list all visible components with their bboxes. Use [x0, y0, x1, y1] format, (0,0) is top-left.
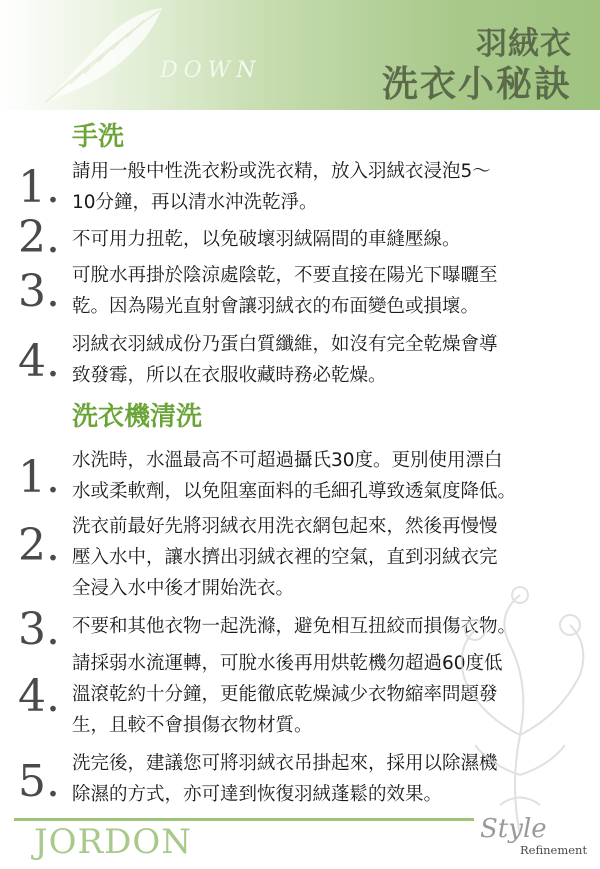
item-line: 溫滾乾約十分鐘，更能徹底乾燥減少衣物縮率問題發: [72, 684, 498, 705]
list-item: [72, 260, 582, 322]
item-line: 全浸入水中後才開始洗衣。: [72, 578, 295, 599]
item-number: 1.: [18, 162, 60, 213]
style-wordmark: Style: [480, 814, 547, 844]
item-line: 可脫水再掛於陰涼處陰乾，不要直接在陽光下曝曬至: [72, 265, 498, 286]
list-item: [72, 445, 582, 507]
item-number: 2.: [18, 212, 60, 263]
footer-divider: [14, 818, 474, 821]
item-line: 除濕的方式，亦可達到恢復羽絨蓬鬆的效果。: [72, 784, 443, 805]
item-line: 洗完後，建議您可將羽絨衣吊掛起來，採用以除濕機: [72, 753, 498, 774]
refinement-wordmark: Refinement: [520, 843, 588, 857]
item-line: 不要和其他衣物一起洗滌，避免相互扭絞而損傷衣物。: [72, 616, 517, 637]
item-line: 10分鐘，再以清水沖洗乾淨。: [72, 192, 318, 213]
item-number: 3.: [18, 604, 60, 655]
item-line: 羽絨衣羽絨成份乃蛋白質纖維，如沒有完全乾燥會導: [72, 334, 498, 355]
item-line: 壓入水中，讓水擠出羽絨衣裡的空氣，直到羽絨衣完: [72, 547, 498, 568]
page-title-line2: 洗衣小秘訣: [381, 63, 572, 105]
list-item: [72, 224, 582, 255]
section-title-machine-wash: 洗衣機清洗: [72, 402, 203, 432]
page-title-line1: 羽絨衣: [476, 26, 572, 62]
item-line: 請用一般中性洗衣粉或洗衣精，放入羽絨衣浸泡5～: [72, 161, 491, 182]
item-line: 洗衣前最好先將羽絨衣用洗衣網包起來，然後再慢慢: [72, 516, 498, 537]
item-line: 請採弱水流運轉，可脫水後再用烘乾機勿超過60度低: [72, 653, 503, 674]
item-line: 不可用力扭乾，以免破壞羽絨隔間的車縫壓線。: [72, 229, 461, 250]
item-number: 1.: [18, 452, 60, 503]
feather-icon: [40, 4, 170, 108]
down-decor-text: DOWN: [160, 58, 262, 83]
brand-logo-jordon: JORDON: [34, 822, 192, 862]
section-title-hand-wash: 手洗: [72, 122, 125, 152]
item-number: 3.: [18, 266, 60, 317]
item-line: 水洗時，水溫最高不可超過攝氏30度。更別使用漂白: [72, 450, 503, 471]
item-number: 4.: [18, 336, 60, 387]
item-line: 水或柔軟劑，以免阻塞面料的毛細孔導致透氣度降低。: [72, 481, 517, 502]
floral-ornament: [440, 585, 600, 845]
item-line: 生，且較不會損傷衣物材質。: [72, 715, 313, 736]
list-item: [72, 329, 582, 391]
item-number: 4.: [18, 671, 60, 722]
header-banner: [0, 0, 600, 110]
item-number: 2.: [18, 520, 60, 571]
item-number: 5.: [18, 756, 60, 807]
list-item: [72, 156, 582, 218]
item-line: 乾。因為陽光直射會讓羽絨衣的布面變色或損壞。: [72, 296, 480, 317]
item-line: 致發霉，所以在衣服收藏時務必乾燥。: [72, 365, 387, 386]
